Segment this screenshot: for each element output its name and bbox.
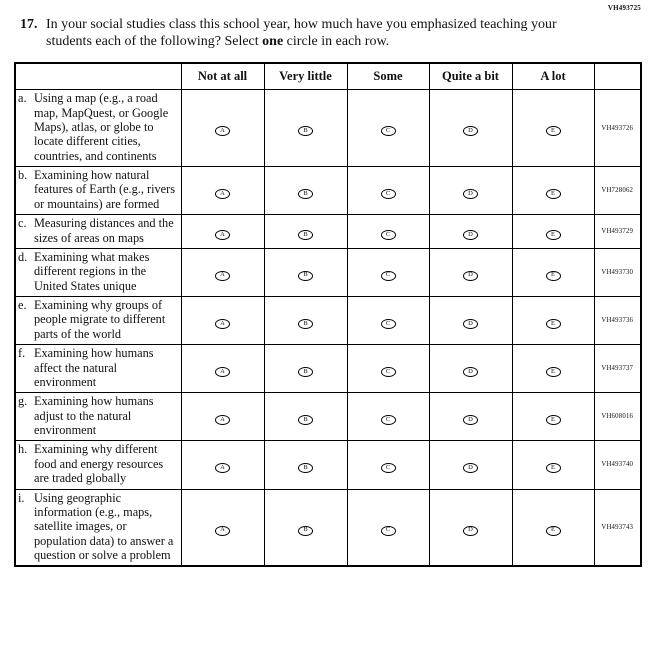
table-row (15, 215, 641, 249)
column-header-some: Some (347, 63, 429, 90)
row-item-cell (15, 441, 181, 489)
table-row (15, 248, 641, 296)
table-row (15, 167, 641, 215)
table-row (15, 441, 641, 489)
option-cell (264, 345, 347, 393)
answer-bubble[interactable] (463, 230, 478, 240)
option-cell (512, 345, 594, 393)
row-item-label: Examining how natural features of Earth (e.g., rivers or mountains) are formed (34, 168, 176, 211)
option-cell (512, 393, 594, 441)
answer-bubble[interactable] (215, 463, 230, 473)
answer-bubble[interactable] (298, 367, 313, 377)
answer-bubble[interactable] (463, 526, 478, 536)
option-cell (264, 441, 347, 489)
answer-bubble-letter: A (220, 319, 225, 327)
answer-bubble[interactable] (381, 319, 396, 329)
answer-bubble[interactable] (546, 271, 561, 281)
question-text (46, 16, 591, 50)
answer-bubble-letter: C (385, 189, 391, 197)
option-cell (264, 215, 347, 249)
answer-bubble[interactable] (463, 463, 478, 473)
question-table (14, 62, 642, 567)
option-cell (347, 489, 429, 566)
option-cell (512, 215, 594, 249)
answer-bubble-letter: A (220, 127, 225, 135)
row-item-label: Using geographic information (e.g., maps, satellite images, or population data) to answer a question or solve a problem (34, 490, 174, 563)
option-cell (181, 90, 264, 167)
row-item-cell (15, 167, 181, 215)
option-cell (347, 393, 429, 441)
row-item-cell (15, 297, 181, 345)
row-item-code: VH493730 (594, 248, 641, 296)
option-cell (264, 297, 347, 345)
answer-bubble[interactable] (381, 271, 396, 281)
answer-bubble[interactable] (298, 319, 313, 329)
option-cell (512, 297, 594, 345)
answer-bubble-letter: C (385, 463, 391, 471)
answer-bubble-letter: D (468, 463, 473, 471)
answer-bubble[interactable] (546, 415, 561, 425)
answer-bubble[interactable] (381, 189, 396, 199)
answer-bubble-letter: C (385, 367, 391, 375)
answer-bubble-letter: C (385, 319, 391, 327)
answer-bubble-letter: E (551, 271, 555, 279)
column-header-a-lot: A lot (512, 63, 594, 90)
header-row (15, 63, 641, 90)
row-item-cell (15, 90, 181, 167)
row-item-cell (15, 489, 181, 566)
row-item-label: Examining how humans affect the natural environment (34, 346, 154, 389)
row-item-letter: b. (18, 168, 28, 183)
row-item-code: VH493736 (594, 297, 641, 345)
answer-bubble-letter: A (220, 189, 225, 197)
option-cell (181, 215, 264, 249)
row-item-code: VH493737 (594, 345, 641, 393)
option-cell (512, 441, 594, 489)
answer-bubble-letter: D (468, 230, 473, 238)
answer-bubble[interactable] (298, 526, 313, 536)
option-cell (264, 248, 347, 296)
header-blank-item (15, 63, 181, 90)
row-item-code: VH493743 (594, 489, 641, 566)
row-item-code: VH493729 (594, 215, 641, 249)
answer-bubble[interactable] (298, 126, 313, 136)
table-row (15, 489, 641, 566)
row-item-letter: d. (18, 249, 28, 264)
option-cell (347, 345, 429, 393)
answer-bubble-letter: E (551, 319, 555, 327)
option-cell (429, 167, 512, 215)
row-item-cell (15, 248, 181, 296)
answer-bubble-letter: D (468, 526, 473, 534)
table-row (15, 393, 641, 441)
answer-bubble-letter: E (551, 463, 555, 471)
answer-bubble-letter: D (468, 415, 473, 423)
answer-bubble[interactable] (215, 271, 230, 281)
row-item-letter: h. (18, 442, 28, 457)
answer-bubble-letter: D (468, 127, 473, 135)
answer-bubble[interactable] (215, 367, 230, 377)
answer-bubble-letter: D (468, 319, 473, 327)
answer-bubble-letter: B (303, 463, 308, 471)
row-item-letter: e. (18, 298, 27, 313)
answer-bubble[interactable] (546, 463, 561, 473)
option-cell (181, 393, 264, 441)
answer-bubble[interactable] (381, 230, 396, 240)
answer-bubble[interactable] (546, 189, 561, 199)
answer-bubble[interactable] (215, 319, 230, 329)
answer-bubble-letter: C (385, 526, 391, 534)
option-cell (512, 248, 594, 296)
question-text-part1: In your social studies class this school year, how much have you emphasized teaching your students each of the following? Select (46, 17, 557, 50)
row-item-letter: c. (18, 216, 27, 231)
column-header-very-little: Very little (264, 63, 347, 90)
row-item-label: Examining why groups of people migrate to different parts of the world (34, 298, 166, 341)
option-cell (429, 90, 512, 167)
question-table-body (15, 90, 641, 567)
column-header-quite-a-bit: Quite a bit (429, 63, 512, 90)
answer-bubble-letter: B (303, 127, 308, 135)
answer-bubble[interactable] (298, 230, 313, 240)
page-accession-code: VH493725 (607, 4, 641, 12)
answer-bubble-letter: B (303, 367, 308, 375)
answer-bubble-letter: B (303, 415, 308, 423)
answer-bubble[interactable] (546, 526, 561, 536)
answer-bubble-letter: D (468, 271, 473, 279)
table-row (15, 345, 641, 393)
answer-bubble-letter: A (220, 230, 225, 238)
answer-bubble[interactable] (215, 415, 230, 425)
option-cell (347, 90, 429, 167)
answer-bubble-letter: A (220, 271, 225, 279)
answer-bubble[interactable] (381, 526, 396, 536)
option-cell (181, 489, 264, 566)
answer-bubble[interactable] (381, 126, 396, 136)
option-cell (429, 441, 512, 489)
answer-bubble[interactable] (215, 526, 230, 536)
column-header-not-at-all: Not at all (181, 63, 264, 90)
answer-bubble[interactable] (215, 230, 230, 240)
answer-bubble[interactable] (298, 463, 313, 473)
row-item-letter: a. (18, 91, 27, 106)
answer-bubble-letter: A (220, 367, 225, 375)
row-item-cell (15, 215, 181, 249)
option-cell (429, 393, 512, 441)
answer-bubble-letter: B (303, 230, 308, 238)
row-item-label: Examining what makes different regions in the United States unique (34, 249, 150, 293)
row-item-cell (15, 345, 181, 393)
question-17 (20, 16, 640, 50)
answer-bubble[interactable] (298, 271, 313, 281)
row-item-letter: g. (18, 394, 28, 409)
option-cell (181, 248, 264, 296)
answer-bubble-letter: C (385, 127, 391, 135)
answer-bubble[interactable] (215, 126, 230, 136)
option-cell (347, 248, 429, 296)
answer-bubble-letter: C (385, 415, 391, 423)
answer-bubble-letter: B (303, 271, 308, 279)
option-cell (347, 215, 429, 249)
row-item-code: VH608016 (594, 393, 641, 441)
question-text-part2: circle in each row. (283, 34, 390, 50)
row-item-cell (15, 393, 181, 441)
option-cell (181, 167, 264, 215)
option-cell (264, 489, 347, 566)
answer-bubble[interactable] (215, 189, 230, 199)
question-number: 17. (20, 17, 38, 32)
answer-bubble[interactable] (463, 367, 478, 377)
option-cell (429, 215, 512, 249)
table-row (15, 297, 641, 345)
answer-bubble[interactable] (381, 367, 396, 377)
answer-bubble[interactable] (546, 319, 561, 329)
answer-bubble-letter: B (303, 526, 308, 534)
answer-bubble-letter: E (551, 230, 555, 238)
answer-bubble[interactable] (463, 271, 478, 281)
answer-bubble[interactable] (546, 367, 561, 377)
answer-bubble-letter: E (551, 127, 555, 135)
row-item-code: VH493740 (594, 441, 641, 489)
option-cell (429, 248, 512, 296)
option-cell (264, 167, 347, 215)
option-cell (512, 489, 594, 566)
row-item-code: VH493726 (594, 90, 641, 167)
row-item-letter: i. (18, 490, 25, 505)
answer-bubble[interactable] (463, 126, 478, 136)
option-cell (181, 345, 264, 393)
option-cell (264, 90, 347, 167)
answer-bubble[interactable] (381, 415, 396, 425)
answer-bubble-letter: E (551, 415, 555, 423)
answer-bubble-letter: B (303, 189, 308, 197)
option-cell (429, 345, 512, 393)
row-item-label: Examining why different food and energy resources are traded globally (34, 442, 164, 486)
answer-bubble-letter: C (385, 271, 391, 279)
answer-bubble-letter: D (468, 367, 473, 375)
answer-bubble-letter: E (551, 189, 555, 197)
answer-bubble-letter: E (551, 367, 555, 375)
option-cell (347, 441, 429, 489)
option-cell (512, 167, 594, 215)
answer-bubble[interactable] (546, 126, 561, 136)
option-cell (512, 90, 594, 167)
option-cell (347, 297, 429, 345)
answer-bubble[interactable] (546, 230, 561, 240)
table-row (15, 90, 641, 167)
row-item-label: Measuring distances and the sizes of areas on maps (34, 216, 174, 245)
answer-bubble[interactable] (298, 189, 313, 199)
option-cell (264, 393, 347, 441)
option-cell (429, 297, 512, 345)
answer-bubble[interactable] (463, 319, 478, 329)
answer-bubble-letter: C (385, 230, 391, 238)
option-cell (347, 167, 429, 215)
row-item-label: Using a map (e.g., a road map, MapQuest, or Google Maps), atlas, or globe to locate different cities, countries, and continents (34, 91, 169, 163)
row-item-letter: f. (18, 346, 26, 361)
answer-bubble-letter: E (551, 526, 555, 534)
answer-bubble-letter: A (220, 415, 225, 423)
option-cell (181, 297, 264, 345)
header-blank-code (594, 63, 641, 90)
answer-bubble-letter: D (468, 189, 473, 197)
option-cell (181, 441, 264, 489)
row-item-code: VH728062 (594, 167, 641, 215)
question-text-bold: one (262, 34, 284, 50)
answer-bubble[interactable] (463, 189, 478, 199)
answer-bubble-letter: A (220, 463, 225, 471)
answer-bubble-letter: B (303, 319, 308, 327)
option-cell (429, 489, 512, 566)
answer-bubble[interactable] (463, 415, 478, 425)
row-item-label: Examining how humans adjust to the natural environment (34, 394, 154, 438)
answer-bubble-letter: A (220, 526, 225, 534)
answer-bubble[interactable] (381, 463, 396, 473)
answer-bubble[interactable] (298, 415, 313, 425)
